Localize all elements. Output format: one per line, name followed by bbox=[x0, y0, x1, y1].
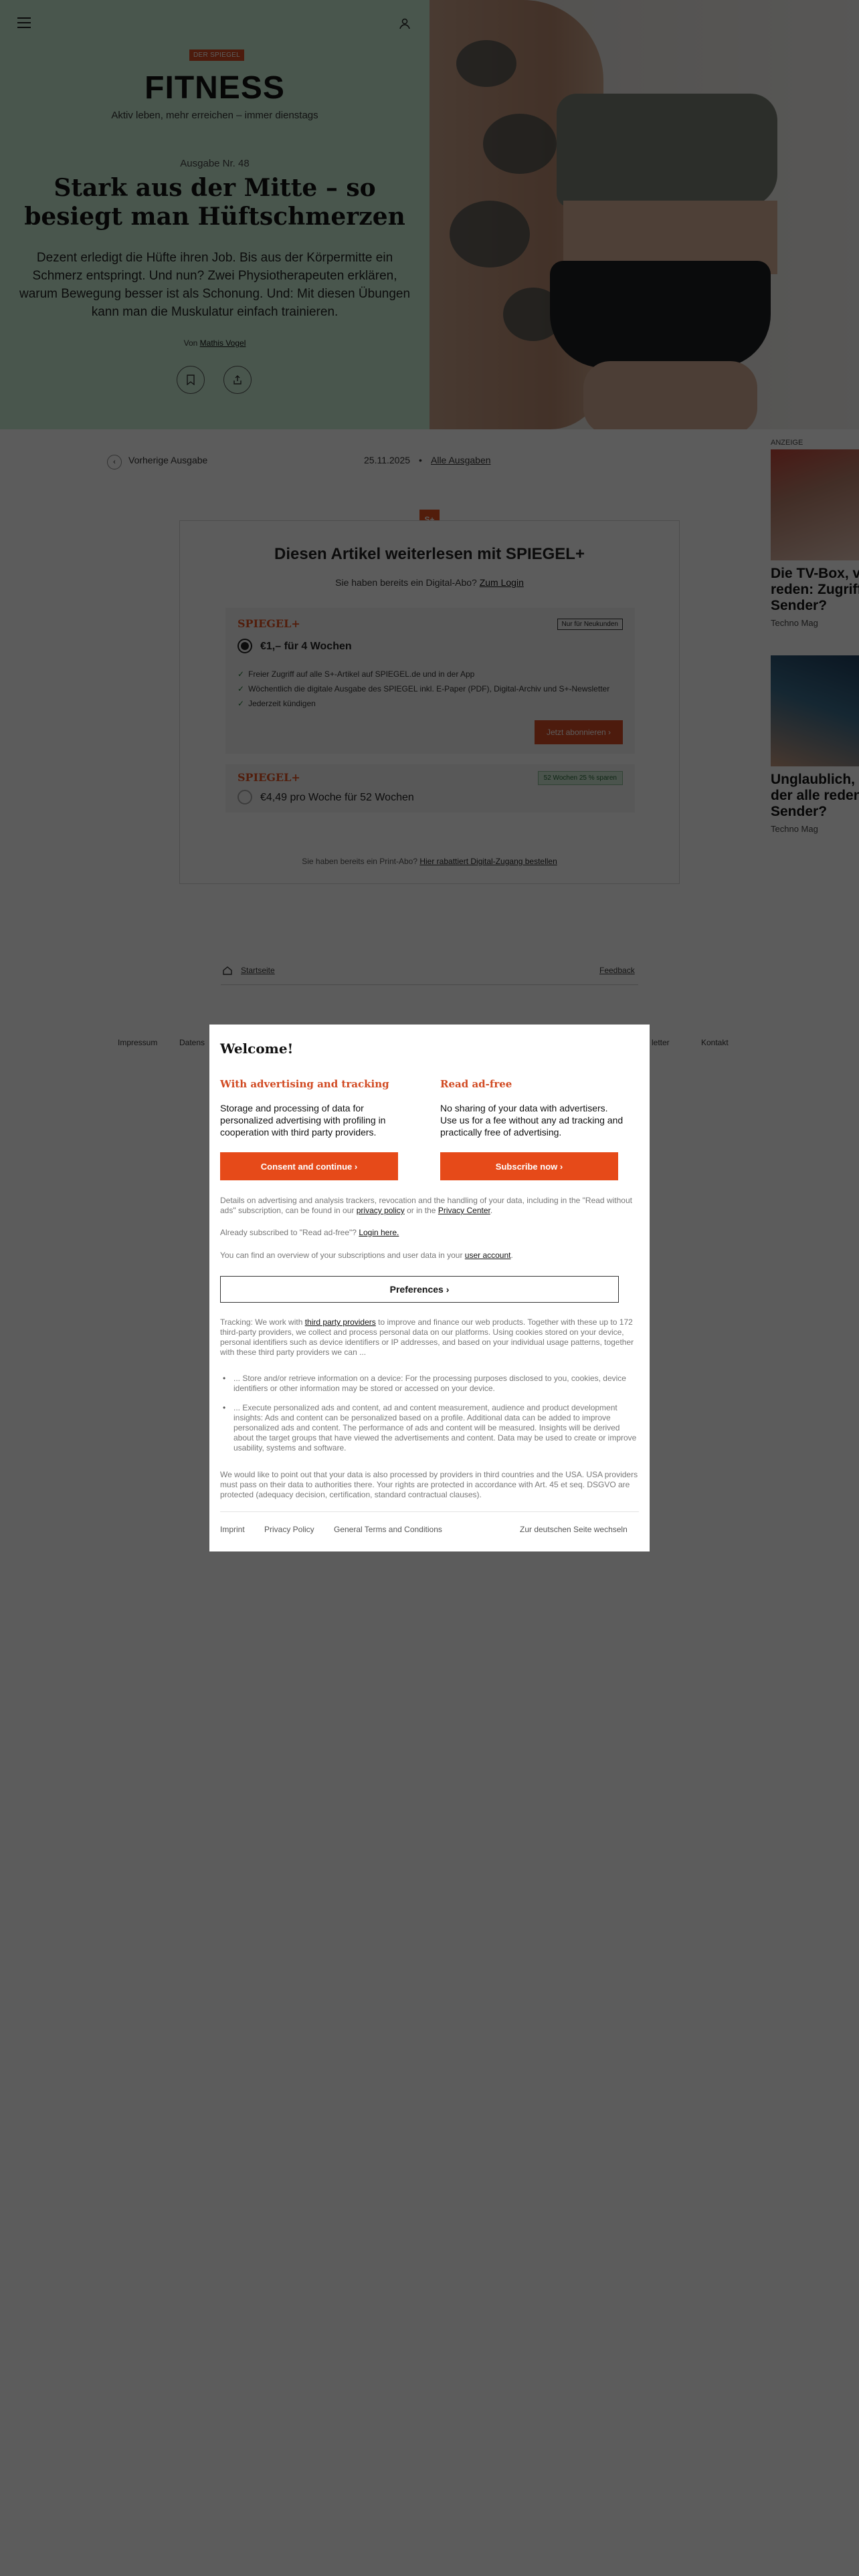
option-ads-heading: With advertising and tracking bbox=[220, 1078, 389, 1090]
option-ads-text: Storage and processing of data for personalized advertising with profiling in cooperation with third party providers. bbox=[220, 1103, 386, 1138]
usa-note: We would like to point out that your data is also processed by providers in third countries and the USA. USA providers must pass on their data to authorities there. Your rights are protected in accordance with Art. 45 et seq. DSGVO are protected (adequacy decision, certification, standard contractual clauses). bbox=[220, 1470, 638, 1499]
preferences-button[interactable]: Preferences › bbox=[220, 1276, 619, 1303]
account-overview-text: You can find an overview of your subscriptions and user data in your user account. bbox=[220, 1251, 513, 1260]
imprint-link[interactable]: Imprint bbox=[220, 1525, 245, 1534]
modal-footer-divider bbox=[220, 1511, 639, 1512]
privacy-center-link[interactable]: Privacy Center bbox=[438, 1206, 490, 1215]
privacy-policy-link[interactable]: privacy policy bbox=[356, 1206, 405, 1215]
subscribe-adfree-button[interactable]: Subscribe now › bbox=[440, 1152, 618, 1180]
tracking-text: Tracking: We work with third party providers to improve and finance our web products. Together with these up to 172 third-party providers, we collect and process personal data on our platforms. Using cookies stored on your device, personal identifiers such as device identifiers or IP addresses, and based on your individual usage patterns, together with these third party providers we can ... bbox=[220, 1317, 634, 1357]
privacy-policy-footer-link[interactable]: Privacy Policy bbox=[264, 1525, 314, 1534]
login-here-link[interactable]: Login here. bbox=[359, 1228, 399, 1237]
terms-link[interactable]: General Terms and Conditions bbox=[334, 1525, 442, 1534]
consent-modal bbox=[209, 1025, 650, 1551]
option-adfree-text: No sharing of your data with advertisers. Use us for a fee without any ad tracking and practically free of advertising. bbox=[440, 1103, 624, 1138]
details-text: Details on advertising and analysis trackers, revocation and the handling of your data, including in the "Read without ads" subscription, can be found in our privacy policy or in the Privacy Center. bbox=[220, 1196, 632, 1215]
purpose-bullet: • ... Execute personalized ads and content, ad and content measurement, audience and product development insights: Ads and content can be personalized based on a profile. Additional data can be added to improve personalized ads and content. The performance of ads and content will be measured. Insights will be derived about the target groups that have viewed the advertisements and content. Data may be used to create or improve usability, systems and software. bbox=[223, 1403, 638, 1453]
german-version-link[interactable]: Zur deutschen Seite wechseln bbox=[520, 1525, 628, 1534]
option-adfree-heading: Read ad-free bbox=[440, 1078, 512, 1090]
modal-title: Welcome! bbox=[220, 1041, 294, 1057]
user-account-link[interactable]: user account bbox=[464, 1251, 511, 1260]
third-party-providers-link[interactable]: third party providers bbox=[304, 1317, 376, 1327]
consent-button[interactable]: Consent and continue › bbox=[220, 1152, 398, 1180]
already-subscribed-text: Already subscribed to "Read ad-free"? Login here. bbox=[220, 1228, 399, 1237]
purpose-bullet: • ... Store and/or retrieve information on a device: For the processing purposes disclosed to you, cookies, device identifiers or other information may be stored or accessed on your device. bbox=[223, 1374, 638, 1394]
